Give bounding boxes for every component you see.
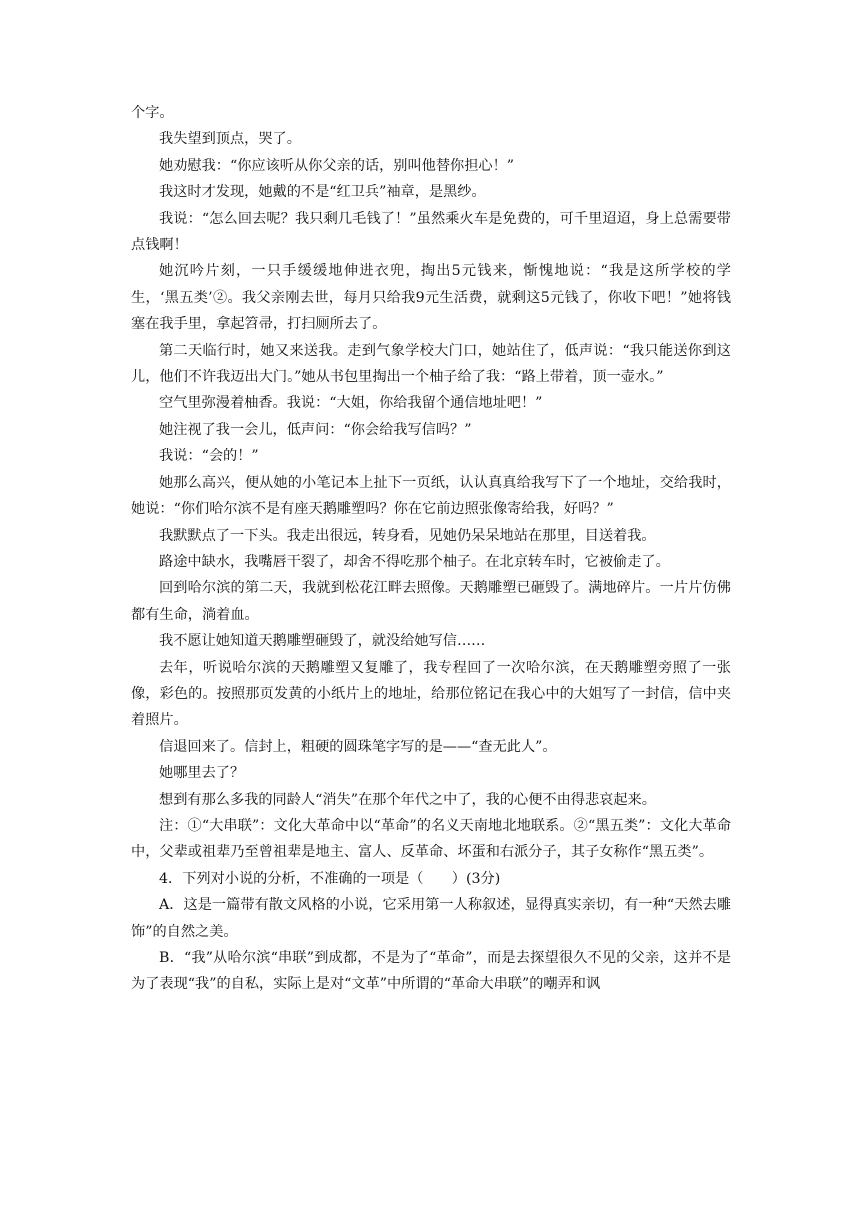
question-stem: 4．下列对小说的分析，不准确的一项是（ ）(3分) [159,870,501,887]
option-b: B．“我”从哈尔滨“串联”到成都，不是为了“革命”，而是去探望很久不见的父亲，这并不是为了表现“我”的自私，实际上是对“文革”中所谓的“革命大串联”的嘲弄和讽 [131,950,731,993]
document-body [131,100,731,998]
paragraph: 信退回来了。信封上，粗硬的圆珠笔字写的是——“查无此人”。 [159,738,557,755]
paragraph: 我默默点了一下头。我走出很远，转身看，见她仍呆呆地站在那里，目送着我。 [159,527,656,544]
paragraph: 她注视了我一会儿，低声问：“你会给我写信吗？” [159,421,472,438]
option-a: A．这是一篇带有散文风格的小说，它采用第一人称叙述，显得真实亲切，有一种“天然去雕饰”的自然之美。 [131,897,731,940]
paragraph: 个字。 [131,105,174,121]
paragraph: 她劝慰我：“你应该听从你父亲的话，别叫他替你担心！” [159,157,515,174]
paragraph: 路途中缺水，我嘴唇干裂了，却舍不得吃那个柚子。在北京转车时，它被偷走了。 [159,553,670,570]
paragraph: 她沉吟片刻，一只手缓缓地伸进衣兜，掏出5元钱来，惭愧地说：“我是这所学校的学生，‘黑五类’②。我父亲刚去世，每月只给我9元生活费，就剩这5元钱了，你收下吧！”她将钱塞在我手里，拿起笤帚，打扫厕所去了。 [131,263,731,333]
paragraph: 想到有那么多我的同龄人“消失”在那个年代之中了，我的心便不由得悲哀起来。 [159,791,656,808]
paragraph: 去年，听说哈尔滨的天鹅雕塑又复雕了，我专程回了一次哈尔滨，在天鹅雕塑旁照了一张像，彩色的。按照那页发黄的小纸片上的地址，给那位铭记在我心中的大姐写了一封信，信中夹着照片。 [131,659,731,729]
paragraph: 我不愿让她知道天鹅雕塑砸毁了，就没给她写信…… [159,633,486,650]
paragraph: 我失望到顶点，哭了。 [159,131,301,148]
paragraph: 她哪里去了？ [159,765,245,782]
paragraph: 我说：“会的！” [159,448,259,465]
paragraph: 我这时才发现，她戴的不是“红卫兵”袖章，是黑纱。 [159,184,486,201]
paragraph: 她那么高兴，便从她的小笔记本上扯下一页纸，认认真真给我写下了一个地址，交给我时，她说：“你们哈尔滨不是有座天鹅雕塑吗？你在它前边照张像寄给我，好吗？” [131,474,731,518]
paragraph: 回到哈尔滨的第二天，我就到松花江畔去照像。天鹅雕塑已砸毁了。满地碎片。一片片仿佛都有生命，淌着血。 [131,580,731,623]
footnote: 注：①“大串联”：文化大革命中以“革命”的名义天南地北地联系。②“黑五类”：文化大革命中，父辈或祖辈乃至曾祖辈是地主、富人、反革命、坏蛋和右派分子，其子女称作“黑五类”。 [131,817,731,861]
paragraph: 第二天临行时，她又来送我。走到气象学校大门口，她站住了，低声说：“我只能送你到这儿，他们不许我迈出大门。”她从书包里掏出一个柚子给了我：“路上带着，顶一壶水。” [131,342,731,386]
paragraph: 空气里弥漫着柚香。我说：“大姐，你给我留个通信地址吧！” [159,395,543,412]
paragraph: 我说：“怎么回去呢？我只剩几毛钱了！”虽然乘火车是免费的，可千里迢迢，身上总需要带点钱啊！ [131,210,731,254]
